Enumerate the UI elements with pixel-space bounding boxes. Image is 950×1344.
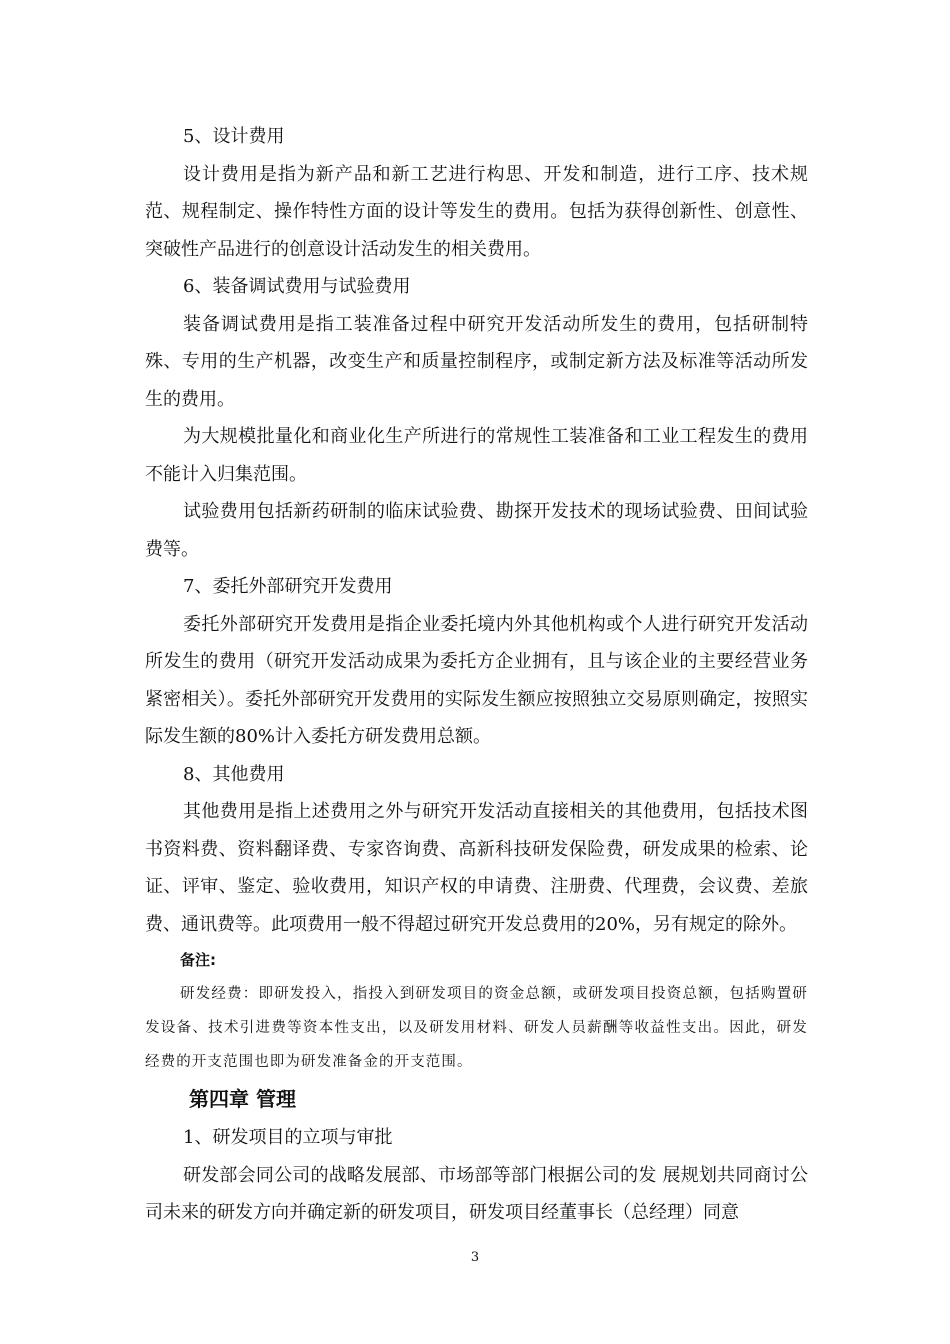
section-6-paragraph-1: 装备调试费用是指工装准备过程中研究开发活动所发生的费用，包括研制特殊、专用的生产机器，改变生产和质量控制程序，或制定新方法及标准等活动所发生的费用。 xyxy=(145,313,808,410)
note-title: 备注: xyxy=(180,951,216,969)
section-6-heading: 6、装备调试费用与试验费用 xyxy=(183,276,411,297)
chapter-4-section-1-heading: 1、研发项目的立项与审批 xyxy=(183,1127,393,1148)
section-7-paragraph: 委托外部研究开发费用是指企业委托境内外其他机构或个人进行研究开发活动所发生的费用（研究开发活动成果为委托方企业拥有，且与该企业的主要经营业务紧密相关）。委托外部研究开发费用的实际发生额应按照独立交易原则确定，按照实际发生额的80%计入委托方研发费用总额。 xyxy=(145,613,808,747)
section-8-heading: 8、其他费用 xyxy=(183,763,285,785)
chapter-4-section-1-paragraph: 研发部会同公司的战略发展部、市场部等部门根据公司的发 展规划共同商讨公司未来的研发方向并确定新的研发项目，研发项目经董事长（总经理）同意 xyxy=(145,1164,808,1223)
note-text: 研发经费：即研发投入，指投入到研发项目的资金总额，或研发项目投资总额，包括购置研发设备、技术引进费等资本性支出，以及研发用材料、研发人员薪酬等收益性支出。因此，研发经费的开支范围也即为研发准备金的开支范围。 xyxy=(145,986,808,1070)
section-7-heading: 7、委托外部研究开发费用 xyxy=(183,576,393,597)
page-number: 3 xyxy=(470,1250,480,1265)
section-6-paragraph-3: 试验费用包括新药研制的临床试验费、勘探开发技术的现场试验费、田间试验费等。 xyxy=(145,501,808,560)
section-8-paragraph: 其他费用是指上述费用之外与研究开发活动直接相关的其他费用，包括技术图书资料费、资料翻译费、专家咨询费、高新科技研发保险费，研发成果的检索、论证、评审、鉴定、验收费用，知识产权的申请费、注册费、代理费，会议费、差旅费、通讯费等。此项费用一般不得超过研究开发总费用的20%，另有规定的除外。 xyxy=(145,801,808,935)
page-content xyxy=(145,118,808,1232)
section-5-heading: 5、设计费用 xyxy=(183,126,285,147)
chapter-4-title: 第四章 管理 xyxy=(189,1087,296,1111)
section-6-paragraph-2: 为大规模批量化和商业化生产所进行的常规性工装准备和工业工程发生的费用不能计入归集范围。 xyxy=(145,426,808,485)
section-5-paragraph: 设计费用是指为新产品和新工艺进行构思、开发和制造，进行工序、技术规范、规程制定、操作特性方面的设计等发生的费用。包括为获得创新性、创意性、突破性产品进行的创意设计活动发生的相关费用。 xyxy=(145,163,808,260)
